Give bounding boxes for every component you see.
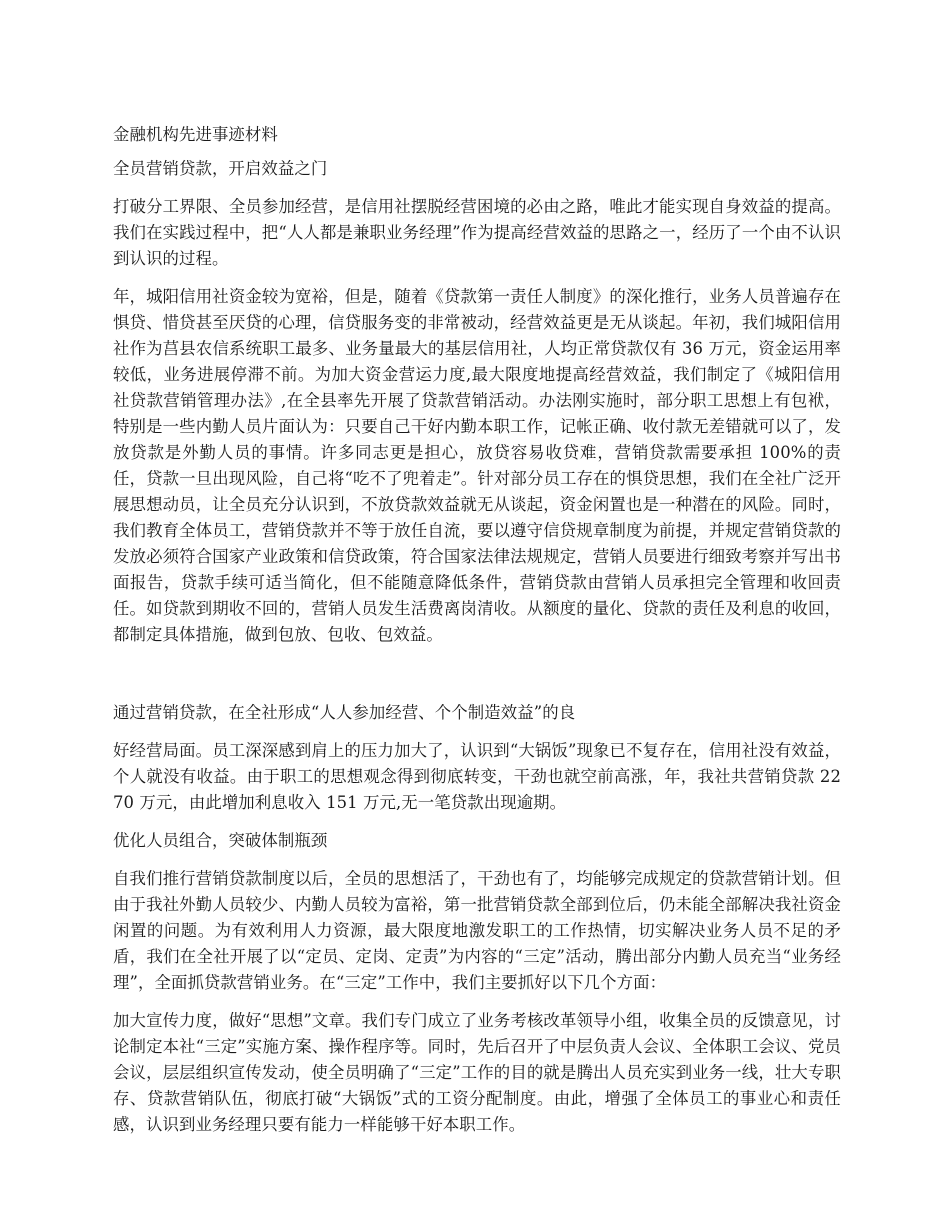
section-spacer <box>113 660 841 700</box>
document-page <box>113 122 841 1150</box>
document-title: 金融机构先进事迹材料 <box>113 125 278 144</box>
section-heading-staff-optimization: 优化人员组合，突破体制瓶颈 <box>113 831 328 850</box>
paragraph-result: 好经营局面。员工深深感到肩上的压力加大了，认识到“大锅饭”现象已不复存在，信用社没有效益，个人就没有收益。由于职工的思想观念得到彻底转变，干劲也就空前高涨，年，我社共营销贷款 2270 万元，由此增加利息收入 151 万元,无一笔贷款出现逾期。 <box>113 741 841 812</box>
section-heading-full-staff-lending: 全员营销贷款，开启效益之门 <box>113 159 328 178</box>
paragraph-three-fix: 自我们推行营销贷款制度以后，全员的思想活了，干劲也有了，均能够完成规定的贷款营销计划。但由于我社外勤人员较少、内勤人员较为富裕，第一批营销贷款全部到位后，仍未能全部解决我社资金闲置的问题。为有效利用人力资源，最大限度地激发职工的工作热情，切实解决业务人员不足的矛盾，我们在全社开展了以“定员、定岗、定责”为内容的“三定”活动，腾出部分内勤人员充当“业务经理”，全面抓贷款营销业务。在“三定”工作中，我们主要抓好以下几个方面： <box>113 869 841 992</box>
paragraph-lending-campaign: 年，城阳信用社资金较为宽裕，但是，随着《贷款第一责任人制度》的深化推行，业务人员普遍存在惧贷、惜贷甚至厌贷的心理，信贷服务变的非常被动，经营效益更是无从谈起。年初，我们城阳信用社作为莒县农信系统职工最多、业务量最大的基层信用社，人均正常贷款仅有 36 万元，资金运用率较低，业务进展停滞不前。为加大资金营运力度,最大限度地提高经营效益，我们制定了《城阳信用社贷款营销管理办法》,在全县率先开展了贷款营销活动。办法刚实施时，部分职工思想上有包袱，特别是一些内勤人员片面认为：只要自己干好内勤本职工作，记帐正确、收付款无差错就可以了，发放贷款是外勤人员的事情。许多同志更是担心，放贷容易收贷难，营销贷款需要承担 100%的责任，贷款一旦出现风险，自己将“吃不了兜着走”。针对部分员工存在的惧贷思想，我们在全社广泛开展思想动员，让全员充分认识到，不放贷款效益就无从谈起，资金闲置也是一种潜在的风险。同时，我们教育全体员工，营销贷款并不等于放任自流，要以遵守信贷规章制度为前提，并规定营销贷款的发放必须符合国家产业政策和信贷政策，符合国家法律法规规定，营销人员要进行细致考察并写出书面报告，贷款手续可适当简化，但不能随意降低条件，营销贷款由营销人员承担完全管理和收回责任。如贷款到期收不回的，营销人员发生活费离岗清收。从额度的量化、贷款的责任及利息的收回，都制定具体措施，做到包放、包收、包效益。 <box>113 287 841 644</box>
paragraph-intro: 打破分工界限、全员参加经营，是信用社摆脱经营困境的必由之路，唯此才能实现自身效益的提高。我们在实践过程中，把“人人都是兼职业务经理”作为提高经营效益的思路之一，经历了一个由不认识到认识的过程。 <box>113 197 841 268</box>
paragraph-publicity: 加大宣传力度，做好“思想”文章。我们专门成立了业务考核改革领导小组，收集全员的反馈意见，讨论制定本社“三定”实施方案、操作程序等。同时，先后召开了中层负责人会议、全体职工会议、党员会议，层层组织宣传发动，使全员明确了“三定”工作的目的就是腾出人员充实到业务一线，壮大专职存、贷款营销队伍，彻底打破“大锅饭”式的工资分配制度。由此，增强了全体员工的事业心和责任感，认识到业务经理只要有能力一样能够干好本职工作。 <box>113 1011 841 1134</box>
paragraph-result-lead: 通过营销贷款，在全社形成“人人参加经营、个个制造效益”的良 <box>113 703 576 722</box>
